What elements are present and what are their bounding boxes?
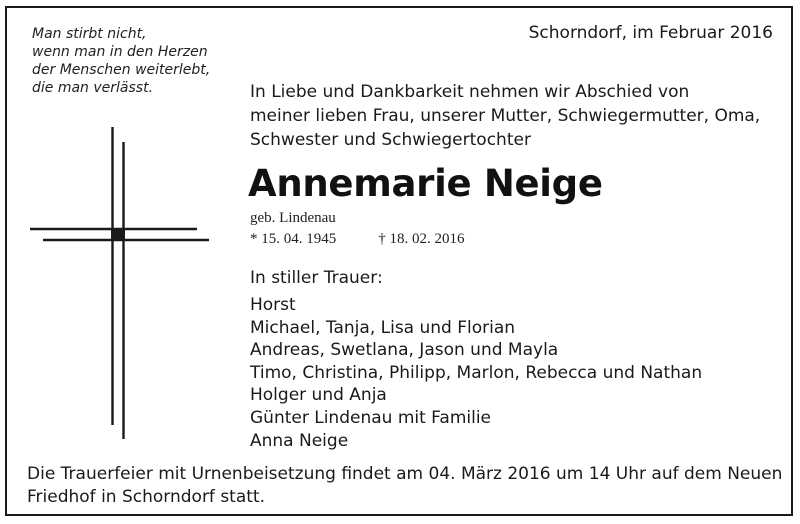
mourner-item: Günter Lindenau mit Familie [250, 407, 492, 428]
ceremony-line: Die Trauerfeier mit Urnenbeisetzung findet am 04. März 2016 um 14 Uhr auf dem Neuen [27, 464, 783, 484]
mourner-item: Andreas, Swetlana, Jason und Mayla [250, 340, 559, 361]
cross-icon [0, 0, 230, 460]
intro-text [250, 80, 760, 152]
intro-line: meiner lieben Frau, unserer Mutter, Schwiegermutter, Oma, [250, 106, 761, 126]
ceremony-info [27, 463, 783, 508]
intro-line: In Liebe und Dankbarkeit nehmen wir Abschied von [250, 82, 690, 102]
mourner-item: Holger und Anja [250, 385, 387, 406]
birth-date: * 15. 04. 1945 [250, 231, 337, 247]
mourning-label: In stiller Trauer: [250, 268, 383, 288]
deceased-name: Annemarie Neige [248, 162, 603, 205]
mourner-item: Horst [250, 295, 296, 315]
mourner-item: Timo, Christina, Philipp, Marlon, Rebecca und Nathan [250, 362, 703, 383]
maiden-name: geb. Lindenau [250, 210, 336, 226]
ceremony-line: Friedhof in Schorndorf statt. [27, 486, 265, 507]
motto-line: die man verlässt. [32, 80, 154, 96]
intro-line: Schwester und Schwiegertochter [250, 130, 531, 150]
place-date: Schorndorf, im Februar 2016 [528, 23, 773, 43]
life-dates [250, 231, 465, 248]
motto-line: Man stirbt nicht, [32, 26, 147, 42]
mourner-item: Michael, Tanja, Lisa und Florian [250, 317, 516, 338]
cross-center-square [111, 228, 125, 241]
mourner-item: Anna Neige [250, 430, 349, 451]
motto-line: wenn man in den Herzen [32, 44, 208, 60]
motto-line: der Menschen weiterlebt, [32, 62, 211, 78]
mourners-list [250, 294, 702, 452]
death-date: † 18. 02. 2016 [378, 231, 465, 247]
